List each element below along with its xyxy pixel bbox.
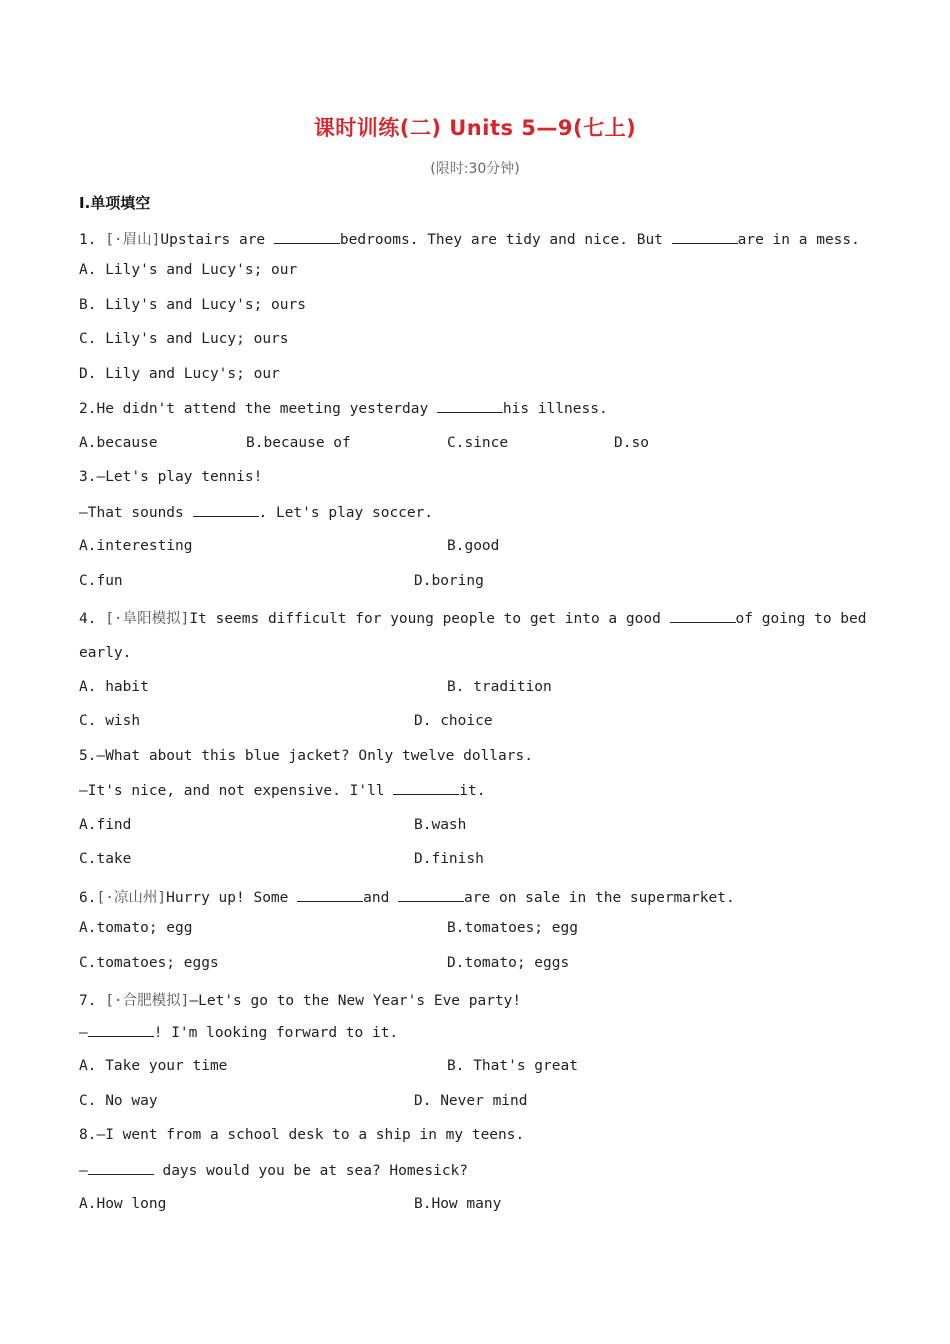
- option-d[interactable]: D.boring: [414, 573, 484, 589]
- option-b[interactable]: B.tomatoes; egg: [447, 920, 578, 936]
- answer-blank[interactable]: [193, 504, 259, 517]
- option-c[interactable]: C.take: [79, 851, 132, 867]
- option-c[interactable]: C. wish: [79, 713, 141, 729]
- option-b[interactable]: B.How many: [414, 1196, 502, 1212]
- option-a[interactable]: A.find: [79, 817, 132, 833]
- option-a[interactable]: A. Take your time: [79, 1058, 228, 1074]
- question-5-reply: —It's nice, and not expensive. I'll it.: [79, 783, 486, 799]
- option-c[interactable]: C.since: [447, 435, 509, 451]
- option-b[interactable]: B.wash: [414, 817, 467, 833]
- question-2: 2.He didn't attend the meeting yesterday his illness.: [79, 401, 608, 417]
- option-b[interactable]: B.good: [447, 538, 500, 554]
- question-8: 8.—I went from a school desk to a ship in my teens.: [79, 1127, 525, 1143]
- question-source: [·阜阳模拟]: [105, 611, 190, 627]
- option-c[interactable]: C. No way: [79, 1093, 158, 1109]
- question-3-reply: —That sounds . Let's play soccer.: [79, 505, 434, 521]
- page-title: 课时训练(二) Units 5—9(七上): [313, 116, 637, 140]
- answer-blank[interactable]: [437, 400, 503, 413]
- option-d[interactable]: D.finish: [414, 851, 484, 867]
- time-limit: (限时:30分钟): [430, 161, 520, 177]
- option-a[interactable]: A.because: [79, 435, 158, 451]
- question-7: 7. [·合肥模拟]—Let's go to the New Year's Eve party!: [79, 993, 522, 1009]
- option-a[interactable]: A.tomato; egg: [79, 920, 193, 936]
- question-4-cont: early.: [79, 645, 132, 661]
- option-b[interactable]: B. That's great: [447, 1058, 578, 1074]
- option-c[interactable]: C.fun: [79, 573, 123, 589]
- answer-blank[interactable]: [274, 231, 340, 244]
- option-c[interactable]: C.tomatoes; eggs: [79, 955, 219, 971]
- answer-blank[interactable]: [88, 1162, 154, 1175]
- answer-blank[interactable]: [670, 610, 736, 623]
- question-source: [·凉山州]: [96, 890, 167, 906]
- option-a[interactable]: A.interesting: [79, 538, 193, 554]
- question-source: [·眉山]: [105, 232, 161, 248]
- option-d[interactable]: D. Never mind: [414, 1093, 528, 1109]
- option-c[interactable]: C. Lily's and Lucy; ours: [79, 331, 289, 347]
- question-8-reply: — days would you be at sea? Homesick?: [79, 1163, 469, 1179]
- question-5: 5.—What about this blue jacket? Only twelve dollars.: [79, 748, 533, 764]
- option-d[interactable]: D. Lily and Lucy's; our: [79, 366, 280, 382]
- option-d[interactable]: D. choice: [414, 713, 493, 729]
- option-d[interactable]: D.tomato; eggs: [447, 955, 570, 971]
- option-a[interactable]: A.How long: [79, 1196, 167, 1212]
- answer-blank[interactable]: [393, 782, 459, 795]
- option-a[interactable]: A. Lily's and Lucy's; our: [79, 262, 298, 278]
- section-heading: Ⅰ.单项填空: [79, 194, 151, 212]
- answer-blank[interactable]: [88, 1024, 154, 1037]
- question-6: 6.[·凉山州]Hurry up! Some and are on sale in the supermarket.: [79, 890, 735, 906]
- option-d[interactable]: D.so: [614, 435, 649, 451]
- option-b[interactable]: B. Lily's and Lucy's; ours: [79, 297, 306, 313]
- answer-blank[interactable]: [398, 889, 464, 902]
- option-b[interactable]: B.because of: [246, 435, 351, 451]
- option-a[interactable]: A. habit: [79, 679, 149, 695]
- question-4: 4. [·阜阳模拟]It seems difficult for young people to get into a good of going to bed: [79, 611, 867, 627]
- question-source: [·合肥模拟]: [105, 993, 190, 1009]
- question-3: 3.—Let's play tennis!: [79, 469, 263, 485]
- question-7-reply: — ! I'm looking forward to it.: [79, 1025, 399, 1041]
- answer-blank[interactable]: [672, 231, 738, 244]
- question-1: 1. [·眉山]Upstairs are bedrooms. They are tidy and nice. But are in a mess.: [79, 232, 860, 248]
- answer-blank[interactable]: [297, 889, 363, 902]
- option-b[interactable]: B. tradition: [447, 679, 552, 695]
